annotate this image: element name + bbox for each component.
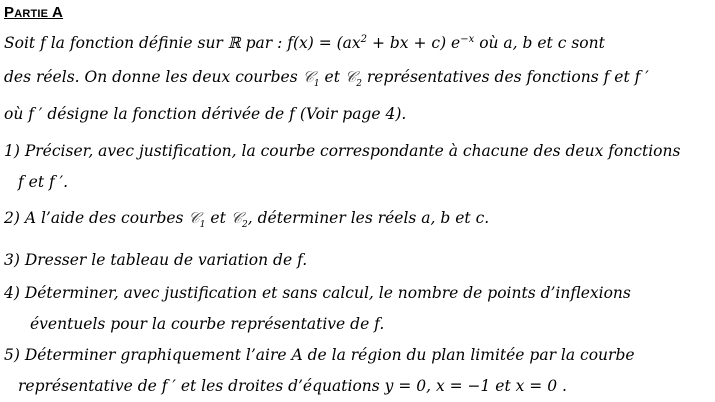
intro-text: et (319, 68, 345, 86)
curve-symbol: 𝒞 (344, 68, 357, 86)
question-1-line-1: 1) Préciser, avec justification, la courbe correspondante à chacune des deux fonctions (4, 142, 681, 160)
curve-index: 1 (199, 220, 206, 230)
exponent: −x (460, 34, 475, 45)
question-4-line-2: éventuels pour la courbe représentative de f. (30, 315, 385, 333)
intro-line-1 (4, 33, 605, 53)
question-2 (4, 208, 489, 228)
intro-text: Soit f la fonction définie sur ℝ par : f(x) = (ax (4, 34, 361, 52)
question-text: 2) A l’aide des courbes (4, 209, 189, 227)
question-text: et (205, 209, 231, 227)
intro-line-2 (4, 67, 649, 87)
curve-symbol: 𝒞 (302, 68, 314, 86)
intro-line-3: où f ′ désigne la fonction dérivée de f (Voir page 4). (4, 105, 407, 123)
intro-text: + bx + c) e (367, 34, 461, 52)
question-text: , déterminer les réels a, b et c. (247, 209, 490, 227)
intro-text: représentatives des fonctions f et f ′ (361, 68, 649, 86)
curve-index: 2 (242, 220, 248, 230)
question-5-line-1: 5) Déterminer graphiquement l’aire A de la région du plan limitée par la courbe (4, 346, 635, 364)
question-1-line-2: f et f ′. (18, 173, 69, 191)
intro-text: des réels. On donne les deux courbes (4, 68, 303, 86)
intro-text: où a, b et c sont (474, 34, 605, 52)
section-title: Partie A (4, 4, 64, 21)
curve-symbol: 𝒞 (230, 209, 243, 227)
curve-index: 2 (356, 79, 362, 89)
question-3: 3) Dresser le tableau de variation de f. (4, 251, 308, 269)
question-4-line-1: 4) Déterminer, avec justification et sans calcul, le nombre de points d’inflexions (4, 284, 631, 302)
question-5-line-2: représentative de f ′ et les droites d’équations y = 0, x = −1 et x = 0 . (18, 377, 567, 395)
curve-index: 1 (313, 79, 320, 89)
curve-symbol: 𝒞 (188, 209, 200, 227)
exponent: 2 (360, 34, 368, 45)
